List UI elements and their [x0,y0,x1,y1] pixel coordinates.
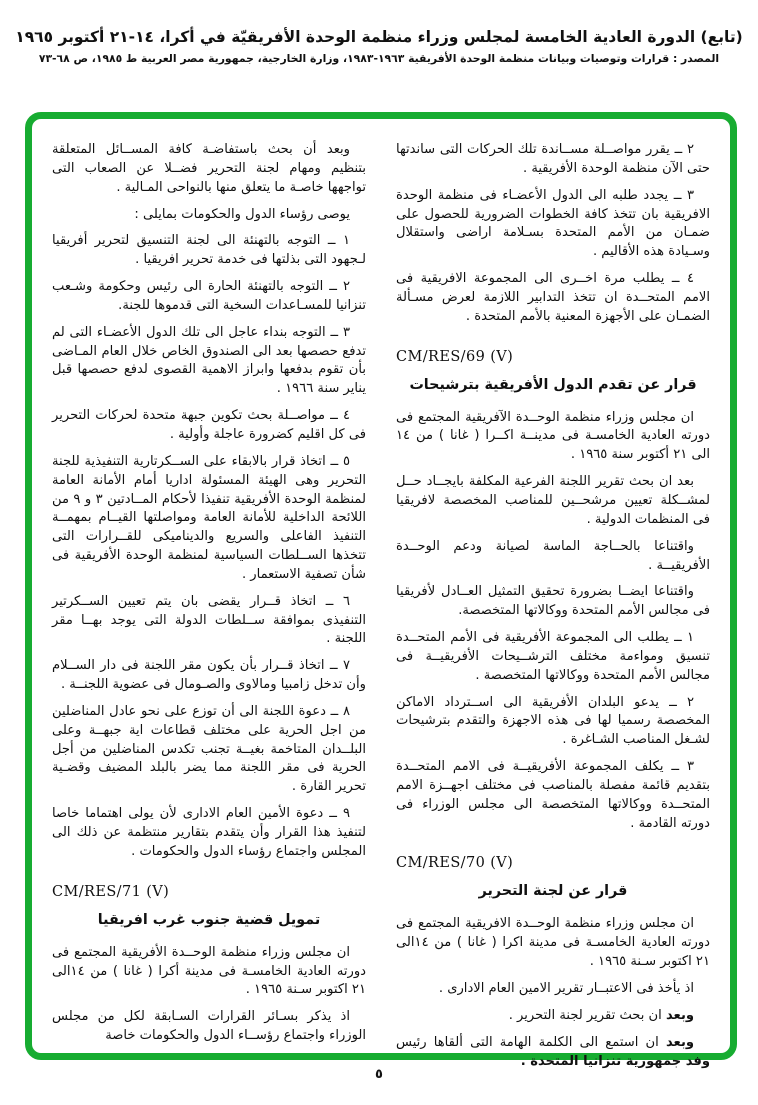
paragraph [396,409,710,466]
paragraph [396,187,710,262]
paragraph-text: ٩ ــ دعوة الأمين العام الادارى لأن يولى اهتماما خاصا لتنفيذ هذا القرار وأن يتقدم بتقارير منتظمة عن ذلك الى المجلس واجتماع رؤساء الدول والحكومات . [52,806,366,859]
paragraph-text: ٦ ــ اتخاذ قــرار يقضى بان يتم تعيين الســكرتير التنفيذى بموافقة ســلطات الدولة التى يوجد بهــا مقر اللجنة . [52,593,366,647]
paragraph-text: ٢ ــ التوجه بالتهنئة الحارة الى رئيس وحكومة وشـعب تنزانيا للمسـاعدات السخية التى قدموها للجنة. [52,279,366,313]
paragraph-text: اذ يذكر بسـائر القرارات السـابقة لكل من مجلس الوزراء واجتماع رؤســاء الدول والحكومات خاصة [52,1009,366,1044]
paragraph-text: ان مجلس وزراء منظمة الوحــدة الآفريقية المجتمع فى دورته العادية الخامسـة فى مدينــة اكــرا ( غانا ) من ١٤ الى ٢١ أكتوبر سنة ١٩٦٥ . [396,409,710,463]
paragraph-text: ٨ ــ دعوة اللجنة الى أن توزع على نحو عادل المناضلين من اجل الحرية على مختلف قطاعات اية جبهــة وعلى البلــدان المتاخمة بغيــة تجنب تكدس المناضلين من أجل الحرية فى مقر اللجنة مما يضر بالبلد المضيف وقضـية تحرير القارة . [52,703,366,795]
paragraph-bold-text: وبعد [665,1007,694,1023]
paragraph [52,232,366,270]
paragraph-text: ٤ ــ مواصــلة بحث تكوين جبهة متحدة لحركات التحرير فى كل اقليم كضرورة عاجلة وأولية . [52,408,366,442]
paragraph-text: ان مجلس وزراء منظمة الوحــدة الافريقية المجتمع فى دورته العادية الخامسـة فى مدينة اكرا ( غانا ) من ١٤الى ٢١ اكتوبر سـنة ١٩٦٥ . [396,916,710,970]
paragraph-text: ٣ ــ يكلف المجموعة الأفريقيــة فى الامم المتحــدة بتقديم قائمة مفصلة بالمناصب فى مختلف اجهــزة الامم المتحــدة ووكالاتها المتخصصة الى مجلس الوزراء فى دورته القادمة . [396,759,710,831]
resolution-title: تمويل قضية جنوب غرب افريقيا [97,911,321,928]
paragraph-text: ان استمع الى الكلمة الهامة التى ألقاها رئيس [396,1034,666,1050]
paragraph-text: اذ يأخذ فى الاعتبــار تقرير الامين العام الادارى . [438,981,694,996]
paragraph-text: ٢ ــ يدعو البلدان الأفريقية الى اســترداد الاماكن المخصصة رسميا لها فى هذه الاجهزة والتقدم بترشيحات لشـغل المناصب الشـاغرة . [396,694,710,748]
resolution-code: CM/RES/70 (V) [396,855,514,872]
resolution-title: قرار عن لجنة التحرير [478,883,628,900]
paragraph [396,583,710,621]
paragraph [52,703,366,797]
resolution-code: CM/RES/71 (V) [52,883,170,900]
paragraph-text: ٢ ــ يقرر مواصــلة مســاندة تلك الحركات التى ساندتها حتى الآن منظمة الوحدة الأفريقية . [396,142,710,176]
paragraph-text: واقتناعا ايضــا بضرورة تحقيق التمثيل العــادل لأفريقيا فى مجالس الأمم المتحدة ووكالاتها المتخصصة. [396,584,710,619]
paragraph [52,944,366,1001]
paragraph-text: وبعد أن بحث باستفاضـة كافة المســائل المتعلقة بتنظيم ومهام لجنة التحرير فضــلا عن الصعاب التى تواجهها خاصـة ما يتعلق منها بالنواحى المـالية . [52,142,366,195]
paragraph-text: ٣ ــ يجدد طلبه الى الدول الأعضـاء فى منظمة الوحدة الافريقية بان تتخذ كافة الخطوات الضرورية للحصول على ضمـان من الأمم المتحدة بسـلامة اراضى واستقلال وسـيادة هذه الأقاليم . [396,187,710,260]
paragraph-text: بعد ان بحث تقرير اللجنة الفرعية المكلفة بايجــاد حــل لمشــكلة تعيين مرشحــين للمناصب المخصصة لافريقيا فى المنظمات الدولية . [396,474,710,527]
paragraph-text: يوصى رؤساء الدول والحكومات بمايلى : [134,206,350,222]
paragraph [396,758,710,833]
paragraph [396,629,710,686]
paragraph [52,657,366,695]
paragraph [52,206,366,225]
paragraph-text: ٧ ــ اتخاذ قــرار بأن يكون مقر اللجنة فى دار الســلام وأن تدخل زامبيا ومالاوى والصـومال فى عضوية اللجنــة . [52,658,366,693]
paragraph [396,980,710,999]
paragraph [396,538,710,576]
resolution-title: قرار عن تقدم الدول الأفريقية بترشيحات [409,376,697,393]
paragraph [52,1008,366,1046]
paragraph-text: ان بحث تقرير لجنة التحرير . [508,1007,666,1023]
paragraph [396,1034,710,1072]
source-line: المصدر : قرارات وتوصيات وبيانات منظمة الوحدة الأفريقية ١٩٦٣-١٩٨٣، وزارة الخارجية، جمهورية مصر العربية ط ١٩٨٥، ص ٦٨-٧٣ [38,52,720,66]
paragraph [52,278,366,316]
page-number: ٥ [375,1067,383,1082]
resolution-code: CM/RES/69 (V) [396,348,514,365]
paragraph [396,1007,710,1026]
paragraph-text: ٥ ــ اتخاذ قرار بالابقاء على الســكرتارية التنفيذية للجنة التحرير وهى الهيئة المسئولة اداريا أمام الأمانة العامة لمنظمة الوحدة الأفريقية تنفيذا لأحكام المــادتين ٣ و ٩ من اللائحة الداخلية للأمانة العامة ومواصلتها القيــام بمهمــة التنفيذ الفاعلى والسريع والديناميكى للقــرارات التى تتخذها الســلطات السياسية لمنظمة الوحدة الأفريقية فى شأن تصفية الاستعمار . [52,453,366,582]
paragraph [396,915,710,972]
paragraph [52,453,366,585]
page-header [0,27,758,65]
paragraph [396,694,710,751]
paragraph-text: ٣ ــ التوجه بنداء عاجل الى تلك الدول الأعضـاء التى لم تدفع حصصها بعد الى الصندوق الخاص خلال العام المـاضى بأن تقوم بدفعها وابراز الاهمية القصوى لدفع حصصها قبل يناير سنة ١٩٦٦ . [52,324,366,397]
paragraph [396,473,710,530]
paragraph [52,324,366,399]
paragraph [396,141,710,179]
content-frame [25,112,737,1069]
column-left [52,141,366,1044]
page-title: (تابع) الدورة العادية الخامسة لمجلس وزراء منظمة الوحدة الأفريقيّة في أكرا، ١٤-٢١ أكتوبر ١٩٦٥ [15,28,743,46]
column-right [396,141,710,1069]
paragraph-bold-text: وبعد [665,1034,694,1050]
paragraph-text: ١ ــ التوجه بالتهنئة الى لجنة التنسيق لتحرير أفريقيا لـجهود التى بذلتها فى خدمة تحرير افريقيا . [52,233,366,268]
paragraph-bold-text: وفد جمهورية تنزانيا المتحدة . [520,1053,710,1069]
paragraph [396,270,710,327]
paragraph [52,805,366,862]
paragraph [52,141,366,198]
paragraph [52,593,366,650]
paragraph [52,407,366,445]
paragraph-text: واقتناعا بالحــاجة الماسة لصيانة ودعم الوحــدة الأفريقيــة . [396,538,710,573]
paragraph-text: ان مجلس وزراء منظمة الوحــدة الأفريقية المجتمع فى دورته العادية الخامسـة فى مدينة أكرا ( غانا ) من ١٤الى ٢١ اكتوبر سـنة ١٩٦٥ . [52,944,366,998]
paragraph-text: ٤ ــ يطلب مرة اخــرى الى المجموعة الافريقية فى الامم المتحــدة ان تتخذ التدابير اللازمة لعرض مسـألة الضمـان على الأجهزة المعنية بالأمم المتحدة . [396,271,710,324]
paragraph-text: ١ ــ يطلب الى المجموعة الأفريقية فى الأمم المتحــدة تنسيق ومواءمة مختلف الترشــيحات الأفريقيــة فى مجالس الأمم المتحدة ووكالاتها المتخصصة . [396,630,710,683]
